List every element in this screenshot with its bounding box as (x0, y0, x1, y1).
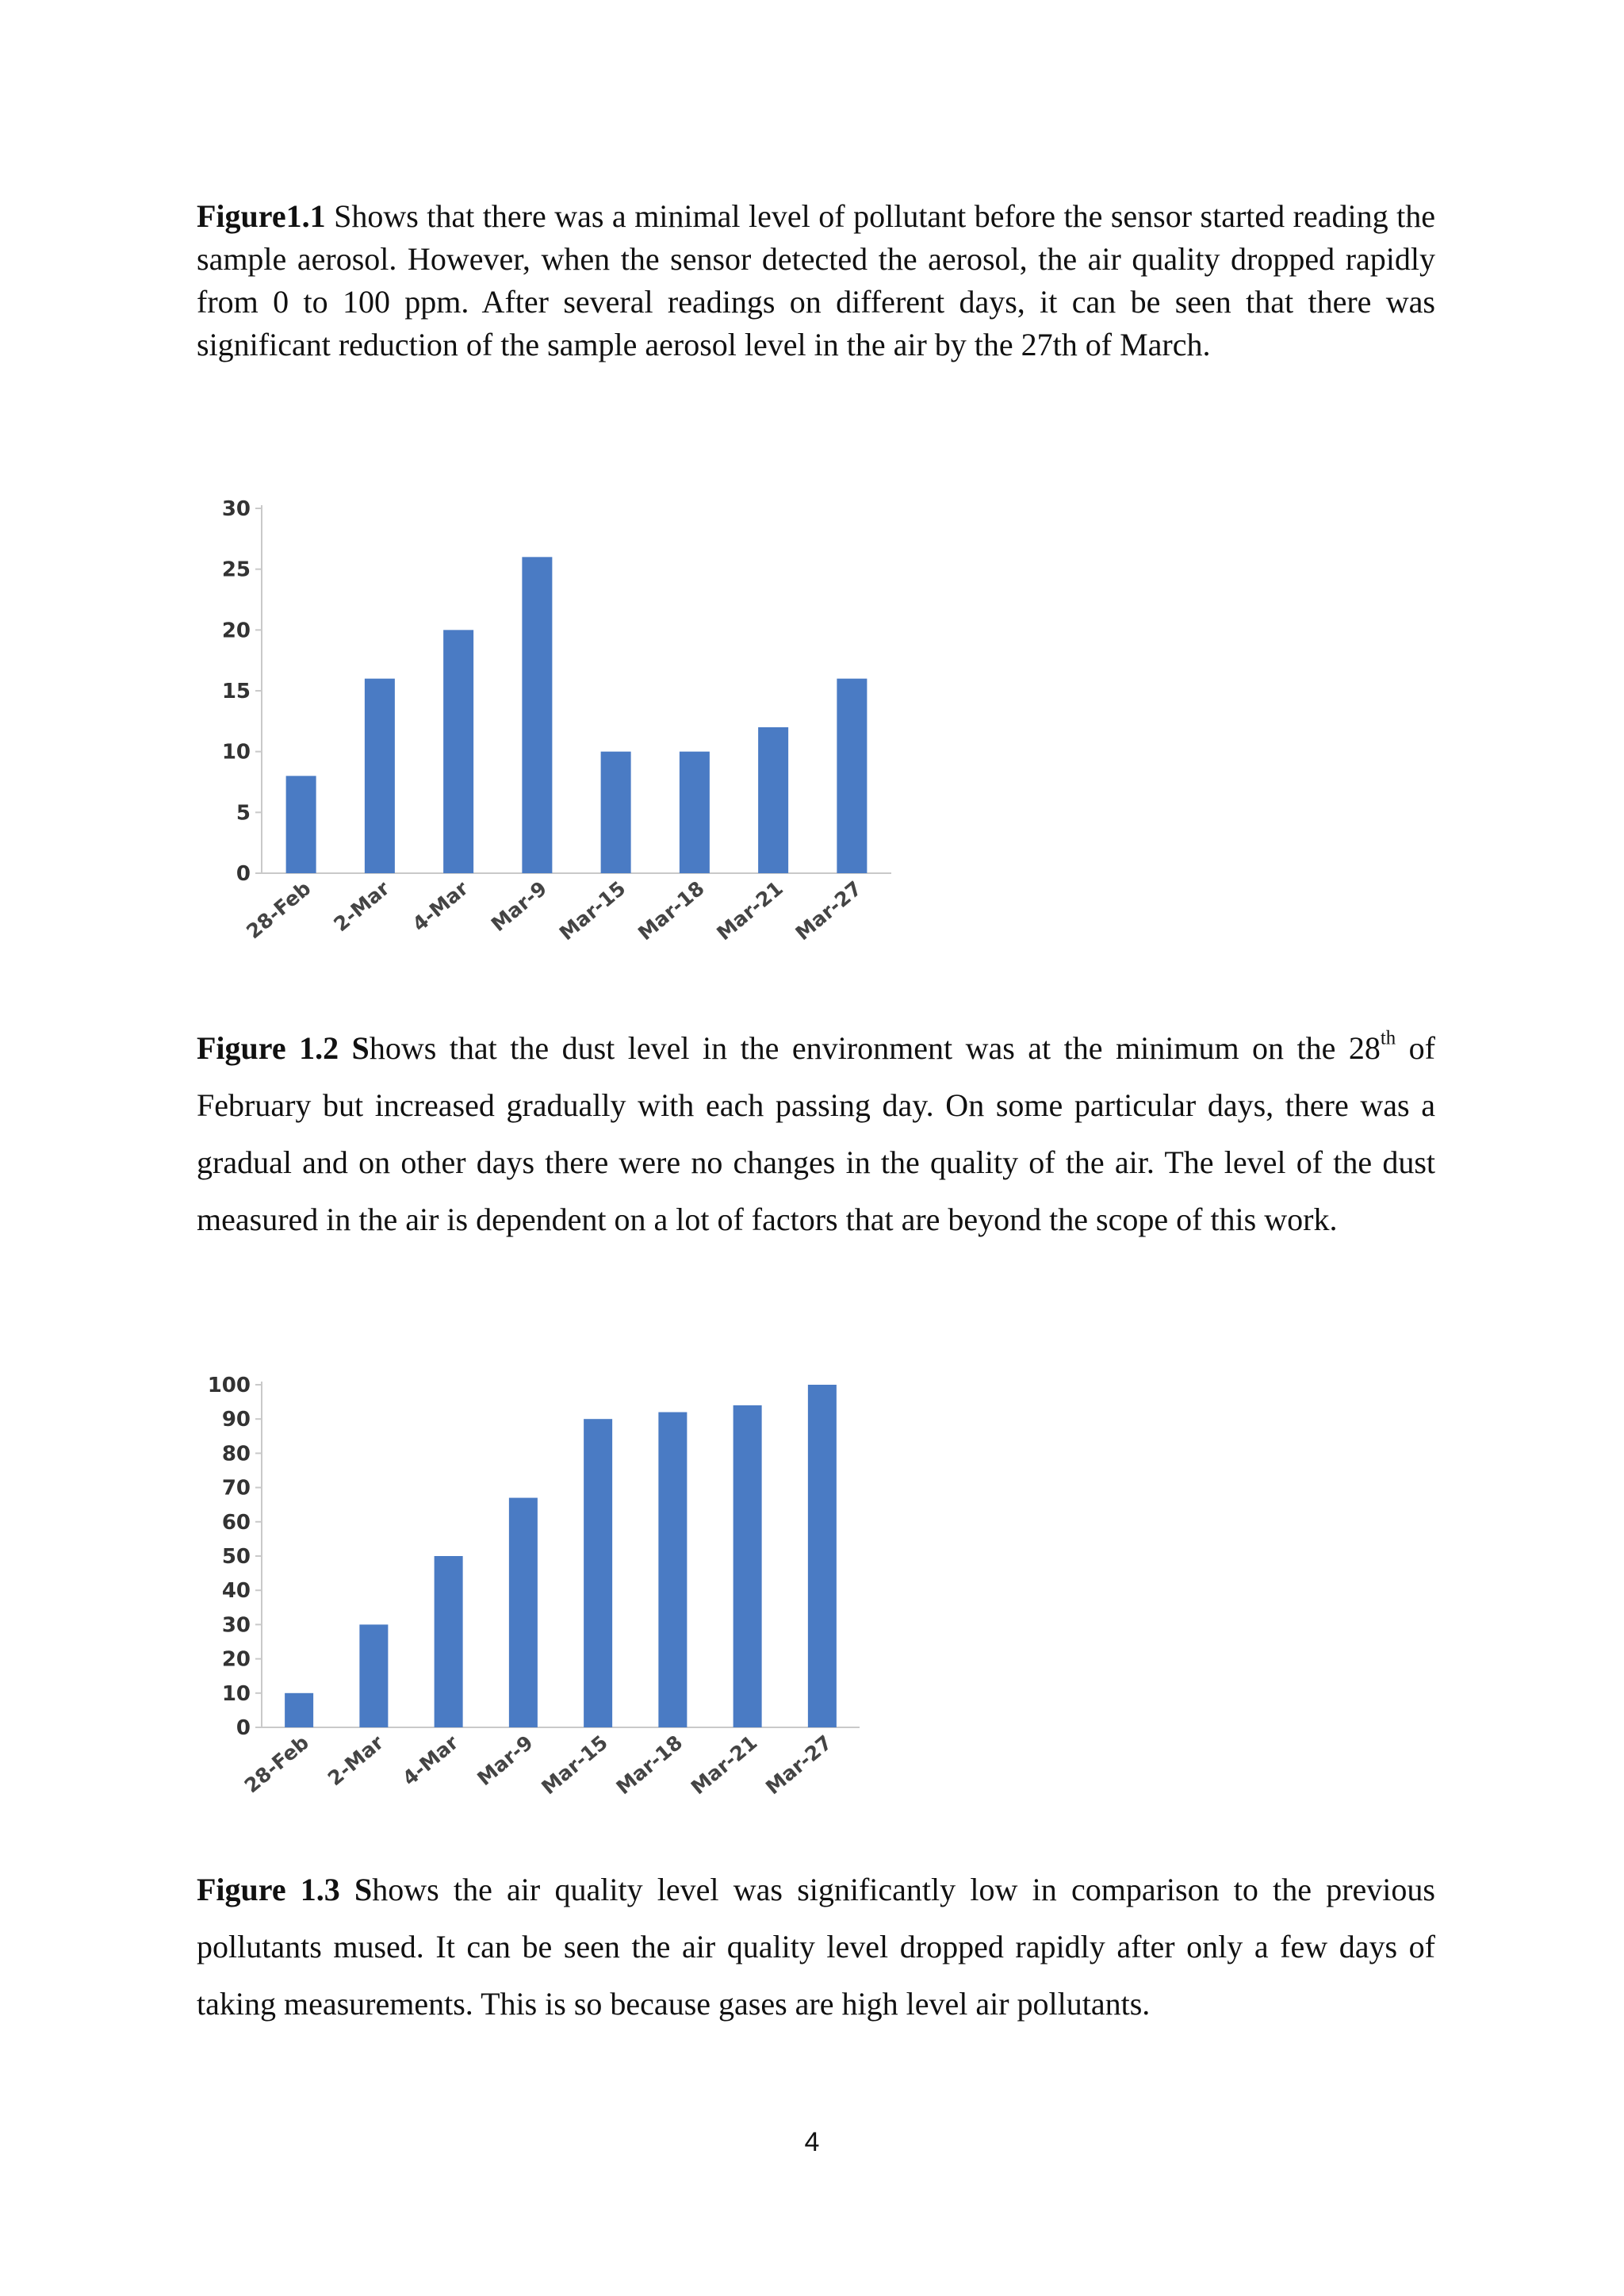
bar (435, 1556, 463, 1727)
bar-chart-svg (190, 488, 904, 979)
x-tick-label: 4-Mar (398, 1731, 463, 1791)
x-tick-label: Mar-27 (791, 876, 867, 945)
y-tick-label: 50 (221, 1545, 251, 1569)
figure-1-1-paragraph (197, 195, 1435, 366)
x-tick-label: 2-Mar (329, 876, 394, 937)
x-tick-label: 28-Feb (239, 1731, 313, 1798)
y-tick-label: 70 (221, 1476, 251, 1501)
paragraph-text: hows the air quality level was significantly low in comparison to the previous pollutants mused. It can be seen the air quality level dropped rapidly after only a few days of taking measurements. This is so because gases are high level air pollutants. (197, 1872, 1435, 2022)
paragraph-text: Shows that there was a minimal level of pollutant before the sensor started reading the sample aerosol. However, when the sensor detected the aerosol, the air quality dropped rapidly from 0 to 100 ppm. After several readings on different days, it can be seen that there was significant reduction of the sample aerosol level in the air by the 27th of March. (197, 198, 1435, 362)
y-tick-label: 20 (221, 1647, 251, 1672)
x-tick-label: Mar-18 (611, 1731, 688, 1800)
bar (359, 1624, 388, 1727)
superscript: th (1380, 1027, 1396, 1049)
x-tick-label: Mar-18 (634, 876, 709, 945)
y-tick-label: 100 (207, 1374, 251, 1397)
figure-1-3-paragraph (197, 1861, 1435, 2033)
x-tick-label: 28-Feb (242, 876, 316, 944)
x-tick-label: Mar-15 (554, 876, 630, 945)
bar (509, 1498, 538, 1727)
bar (808, 1385, 837, 1727)
page-number: 4 (804, 2127, 820, 2157)
figure-label: Figure 1.2 S (197, 1030, 370, 1066)
y-tick-label: 5 (236, 801, 251, 826)
paragraph-text: hows that the dust level in the environment was at the minimum on the 28 (369, 1030, 1381, 1066)
figure-1-2-paragraph (197, 1020, 1435, 1248)
x-tick-label: Mar-9 (473, 1731, 538, 1791)
bar (522, 557, 552, 873)
chart-figure-1-2 (190, 488, 904, 979)
bar (837, 679, 867, 873)
bar-chart-svg (190, 1364, 872, 1840)
x-tick-label: Mar-21 (686, 1731, 762, 1800)
y-tick-label: 0 (236, 862, 251, 886)
bar (443, 630, 473, 873)
figure-label: Figure1.1 (197, 198, 326, 234)
y-tick-label: 90 (221, 1408, 251, 1432)
bar (680, 752, 710, 873)
y-tick-label: 15 (221, 680, 251, 703)
bar (758, 727, 788, 873)
figure-label: Figure 1.3 S (197, 1872, 373, 1907)
bar (286, 776, 316, 873)
y-tick-label: 25 (221, 558, 251, 582)
paragraph-text: of February but increased gradually with each passing day. On some particular days, there was a gradual and on other days there were no changes in the quality of the air. The level of the dust measured in the air is dependent on a lot of factors that are beyond the scope of this work. (197, 1030, 1435, 1237)
x-tick-label: Mar-9 (486, 876, 552, 937)
bar (733, 1405, 762, 1727)
y-tick-label: 40 (221, 1579, 251, 1604)
bar (584, 1419, 612, 1727)
x-tick-label: Mar-27 (761, 1731, 837, 1800)
y-tick-label: 80 (221, 1442, 251, 1466)
y-tick-label: 20 (221, 619, 251, 643)
bar (285, 1693, 313, 1727)
bar (658, 1412, 687, 1727)
y-tick-label: 10 (221, 740, 251, 765)
y-tick-label: 0 (236, 1716, 251, 1740)
x-tick-label: 2-Mar (323, 1731, 389, 1791)
y-tick-label: 10 (221, 1681, 251, 1706)
y-tick-label: 30 (221, 1613, 251, 1638)
x-tick-label: 4-Mar (408, 876, 473, 937)
bar (365, 679, 395, 873)
x-tick-label: Mar-21 (712, 876, 787, 945)
bar (601, 752, 631, 873)
y-tick-label: 60 (221, 1510, 251, 1535)
y-tick-label: 30 (221, 497, 251, 521)
chart-figure-1-3 (190, 1364, 872, 1840)
x-tick-label: Mar-15 (537, 1731, 612, 1800)
